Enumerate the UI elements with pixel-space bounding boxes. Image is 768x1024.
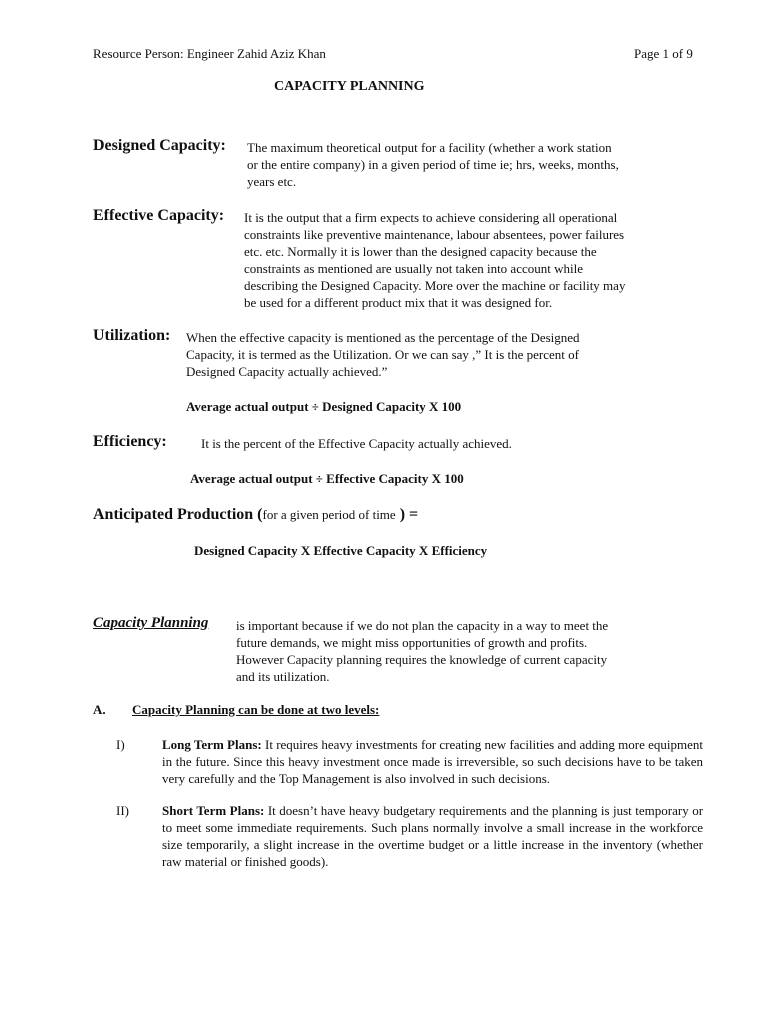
section-a-marker: A.	[93, 702, 106, 717]
plan-1-paragraph	[162, 736, 703, 787]
close-paren: ) =	[399, 506, 419, 523]
capacity-planning-line-4: and its utilization.	[236, 669, 330, 684]
designed-capacity-line-1: The maximum theoretical output for a facility (whether a work station	[247, 140, 612, 155]
page-number: Page 1 of 9	[634, 46, 693, 61]
effective-capacity-line-3: etc. etc. Normally it is lower than the designed capacity because the	[244, 244, 597, 259]
effective-capacity-line-1: It is the output that a firm expects to achieve considering all operational	[244, 210, 618, 225]
utilization-line-2: Capacity, it is termed as the Utilization. Or we can say ,” It is the percent of	[186, 347, 579, 362]
anticipated-production-term: Anticipated Production	[93, 506, 254, 523]
utilization-line-1: When the effective capacity is mentioned as the percentage of the Designed	[186, 330, 580, 345]
designed-capacity-line-3: years etc.	[247, 174, 297, 189]
effective-capacity-line-6: be used for a different product mix that it was designed for.	[244, 295, 553, 310]
utilization-term: Utilization:	[93, 327, 171, 344]
page-title: CAPACITY PLANNING	[274, 79, 425, 94]
effective-capacity-line-5: describing the Designed Capacity. More over the machine or facility may	[244, 278, 626, 293]
capacity-planning-line-1: is important because if we do not plan the capacity in a way to meet the	[236, 618, 609, 633]
designed-capacity-line-2: or the entire company) in a given period of time ie; hrs, weeks, months,	[247, 157, 619, 172]
anticipated-production-note: for a given period of time	[262, 507, 396, 522]
designed-capacity-term: Designed Capacity:	[93, 137, 226, 154]
section-a-heading: Capacity Planning can be done at two levels:	[132, 702, 380, 717]
plan-2-marker: II)	[116, 803, 129, 818]
effective-capacity-term: Effective Capacity:	[93, 207, 225, 224]
efficiency-text: It is the percent of the Effective Capacity actually achieved.	[201, 436, 512, 451]
plan-1-term: Long Term Plans:	[162, 737, 262, 752]
anticipated-production-formula: Designed Capacity X Effective Capacity X Efficiency	[194, 543, 488, 558]
effective-capacity-line-4: constraints as mentioned are usually not taken into account while	[244, 261, 583, 276]
capacity-planning-term: Capacity Planning	[93, 615, 209, 631]
utilization-formula: Average actual output ÷ Designed Capacity X 100	[186, 399, 462, 414]
plan-1-marker: I)	[116, 737, 125, 752]
plan-1-text: It requires heavy investments for creating new facilities and adding more equipment in the future. Since this heavy investment once made is irreversible, so such decisions have to be taken very carefully and the Top Management is also involved in such decisions.	[162, 737, 703, 786]
header-resource-person: Resource Person: Engineer Zahid Aziz Khan	[93, 46, 326, 61]
plan-2-text: It doesn’t have heavy budgetary requirements and the planning is just temporary or to meet some immediate requirements. Such plans normally involve a small increase in the workforce size temporarily, a slight increase in the overtime budget or a little increase in the inventory (whether raw material or finished goods).	[162, 803, 704, 869]
anticipated-production-heading	[93, 506, 418, 524]
open-paren: (	[257, 506, 263, 523]
utilization-line-3: Designed Capacity actually achieved.”	[186, 364, 388, 379]
efficiency-formula: Average actual output ÷ Effective Capacity X 100	[190, 471, 464, 486]
effective-capacity-line-2: constraints like preventive maintenance, labour absentees, power failures	[244, 227, 625, 242]
capacity-planning-line-2: future demands, we might miss opportunities of growth and profits.	[236, 635, 588, 650]
efficiency-term: Efficiency:	[93, 433, 167, 450]
capacity-planning-line-3: However Capacity planning requires the knowledge of current capacity	[236, 652, 608, 667]
plan-2-paragraph	[162, 802, 703, 870]
plan-2-term: Short Term Plans:	[162, 803, 265, 818]
